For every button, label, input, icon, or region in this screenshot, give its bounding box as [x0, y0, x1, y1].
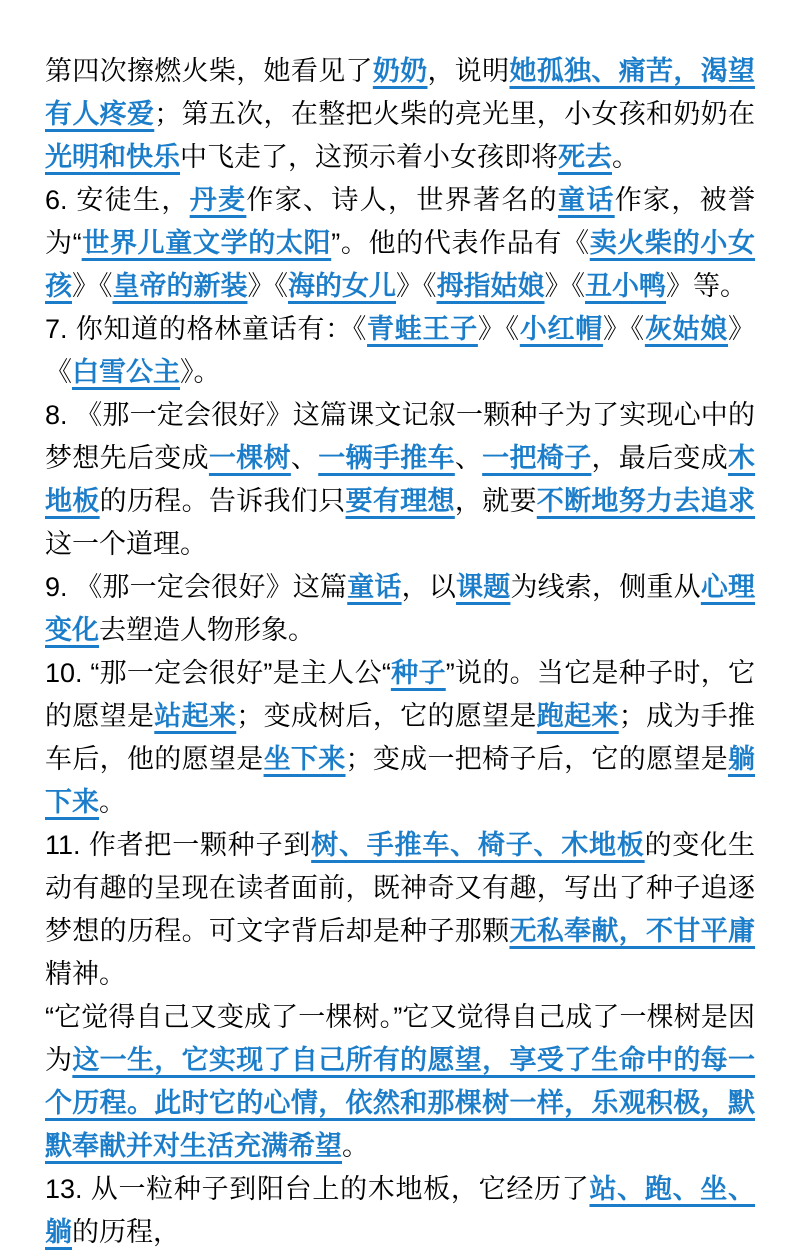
text-segment: 》《 — [396, 271, 437, 301]
text-segment: ；变成一把椅子后，它的愿望是 — [345, 744, 729, 774]
highlighted-text: 一把椅子 — [482, 443, 592, 473]
highlighted-text: 跑起来 — [536, 701, 619, 731]
text-segment: 。 — [342, 1131, 369, 1161]
text-segment: ；变成树后，它的愿望是 — [236, 701, 537, 731]
highlighted-text: 世界儿童文学的太阳 — [81, 228, 332, 258]
text-segment: ；第五次，在整把火柴的亮光里，小女孩和奶奶在 — [154, 99, 756, 129]
text-segment: 10. “那一定会很好”是主人公“ — [45, 658, 391, 688]
text-segment: ，就要 — [454, 486, 537, 516]
text-segment: 11. 作者把一颗种子到 — [45, 830, 312, 860]
text-segment: ，说明 — [427, 56, 510, 86]
item-11-spirit — [45, 824, 755, 996]
highlighted-text: 心理变化 — [45, 572, 756, 645]
highlighted-text: 课题 — [456, 572, 511, 602]
text-segment: 13. 从一粒种子到阳台上的木地板，它经历了 — [45, 1174, 590, 1204]
text-segment: 作家、诗人，世界著名的 — [246, 185, 559, 215]
highlighted-text: 一棵树 — [208, 443, 291, 473]
highlighted-text: 木地板 — [45, 443, 756, 516]
highlighted-text: 躺下来 — [45, 744, 756, 817]
text-segment: 6. 安徒生， — [45, 185, 190, 215]
highlighted-text: 丑小鸭 — [585, 271, 666, 301]
highlighted-text: 海的女儿 — [288, 271, 396, 301]
text-segment: 的历程， — [72, 1217, 180, 1247]
highlighted-text: 站起来 — [154, 701, 237, 731]
item-13-stages — [45, 1168, 755, 1254]
highlighted-text: 树、手推车、椅子、木地板 — [311, 830, 645, 860]
highlighted-text: 死去 — [558, 142, 612, 172]
highlighted-text: 光明和快乐 — [45, 142, 180, 172]
text-segment: 的变化生动有趣的呈现在读者面前，既神奇又有趣，写出了种子追逐梦想的历程。可文字背后却是种子那颗 — [45, 830, 756, 946]
text-segment: 、 — [290, 443, 319, 473]
text-segment: “它觉得自己又变成了一棵树。”它又觉得自己成了一棵树是因为 — [45, 1002, 755, 1075]
highlighted-text: 丹麦 — [189, 185, 247, 215]
text-segment: 》《 — [45, 314, 756, 387]
text-segment: ，最后变成 — [591, 443, 729, 473]
text-segment: 9. 《那一定会很好》这篇 — [45, 572, 348, 602]
text-segment: 、 — [454, 443, 483, 473]
highlighted-text: 青蛙王子 — [367, 314, 478, 344]
highlighted-text: 卖火柴的小女孩 — [45, 228, 756, 301]
text-segment: 8. 《那一定会很好》这篇课文记叙一颗种子为了实现心中的梦想先后变成 — [45, 400, 755, 473]
text-segment: 。 — [612, 142, 639, 172]
text-segment: 这一个道理。 — [45, 529, 207, 559]
text-segment: 》《 — [72, 271, 113, 301]
highlighted-text: 坐下来 — [263, 744, 346, 774]
quote-answer-paragraph — [45, 996, 755, 1168]
text-segment: 第四次擦燃火柴，她看见了 — [45, 56, 373, 86]
text-segment: 》《 — [247, 271, 288, 301]
text-segment: 》。 — [180, 357, 221, 387]
highlighted-text: 小红帽 — [519, 314, 603, 344]
paragraph-match-girl — [45, 50, 755, 179]
highlighted-text: 不断地努力去追求 — [536, 486, 756, 516]
highlighted-text: 一辆手推车 — [318, 443, 455, 473]
text-segment: ，以 — [401, 572, 457, 602]
highlighted-text: 她孤独、痛苦，渴望有人疼爱 — [45, 56, 756, 129]
document-body — [45, 50, 755, 1254]
text-segment: 》《 — [544, 271, 585, 301]
highlighted-text: 童话 — [347, 572, 402, 602]
highlighted-text: 奶奶 — [372, 56, 428, 86]
text-segment: 作家，被誉为“ — [45, 185, 756, 258]
item-7-grimm — [45, 308, 755, 394]
text-segment: 去塑造人物形象。 — [99, 615, 315, 645]
highlighted-text: 灰姑娘 — [644, 314, 729, 344]
text-segment: 中飞走了，这预示着小女孩即将 — [180, 142, 558, 172]
highlighted-text: 童话 — [558, 185, 615, 215]
text-segment: 的历程。告诉我们只 — [99, 486, 346, 516]
highlighted-text: 皇帝的新装 — [112, 271, 248, 301]
highlighted-text: 要有理想 — [345, 486, 455, 516]
highlighted-text: 拇指姑娘 — [436, 271, 545, 301]
text-segment: 》《 — [477, 314, 520, 344]
text-segment: ”说的。当它是种子时，它的愿望是 — [45, 658, 755, 731]
text-segment: 为线索，侧重从 — [510, 572, 701, 602]
text-segment: 。 — [99, 787, 126, 817]
item-6-andersen — [45, 179, 755, 308]
highlighted-text: 这一生，它实现了自己所有的愿望，享受了生命中的每一个历程。此时它的心情，依然和那棵树一样，乐观积极，默默奉献并对生活充满希望 — [45, 1045, 756, 1161]
text-segment: 精神。 — [45, 959, 126, 989]
text-segment: ；成为手推车后，他的愿望是 — [45, 701, 756, 774]
text-segment: 》等。 — [666, 271, 747, 301]
highlighted-text: 白雪公主 — [72, 357, 180, 387]
item-9-clue — [45, 566, 755, 652]
text-segment: 7. 你知道的格林童话有：《 — [45, 314, 368, 344]
item-10-wishes — [45, 652, 755, 824]
text-segment: 》《 — [602, 314, 645, 344]
highlighted-text: 无私奉献，不甘平庸 — [509, 916, 756, 946]
highlighted-text: 种子 — [390, 658, 446, 688]
highlighted-text: 站、跑、坐、躺 — [45, 1174, 756, 1247]
item-8-seed-journey — [45, 394, 755, 566]
text-segment: ”。他的代表作品有《 — [331, 228, 590, 258]
